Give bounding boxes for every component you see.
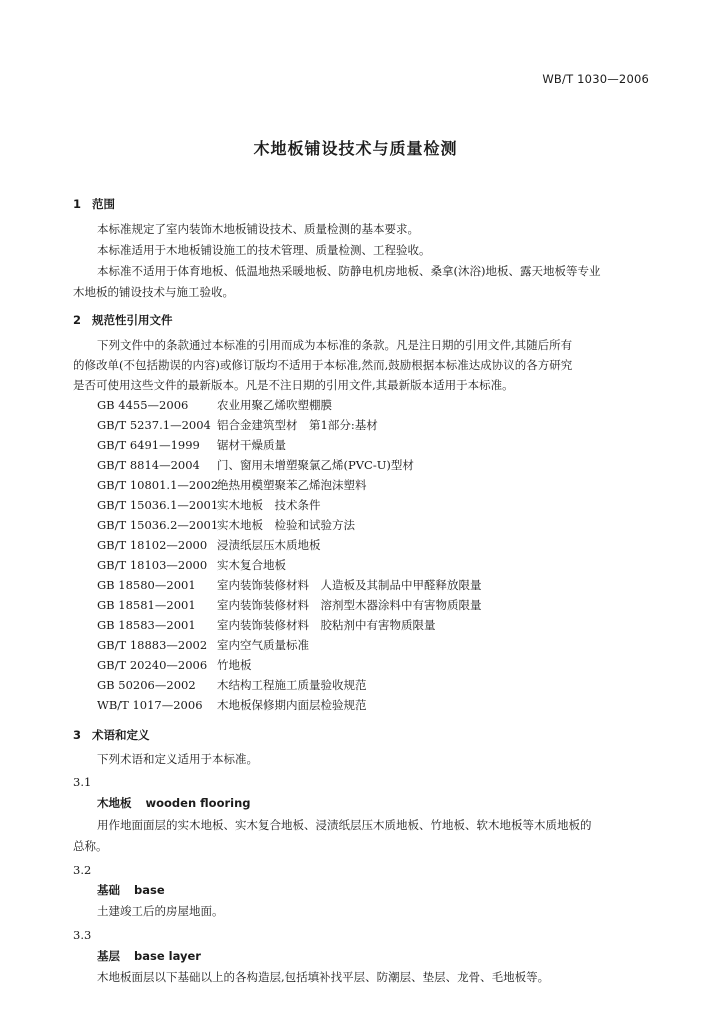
- term-chinese: 基层: [97, 949, 120, 963]
- reference-item: [97, 498, 321, 512]
- reference-item: [97, 518, 355, 532]
- reference-title: 木结构工程施工质量验收规范: [217, 678, 367, 692]
- reference-code: GB 18580—2001: [97, 578, 196, 592]
- term-english: base layer: [134, 949, 201, 963]
- section-2-paragraph: 是否可使用这些文件的最新版本。凡是不注日期的引用文件,其最新版本适用于本标准。: [73, 378, 514, 392]
- reference-code: GB/T 6491—1999: [97, 438, 200, 452]
- reference-code: GB/T 18103—2000: [97, 558, 208, 572]
- reference-code: GB/T 18102—2000: [97, 538, 208, 552]
- reference-item: [97, 398, 332, 412]
- reference-title: 木地板保修期内面层检验规范: [217, 698, 367, 712]
- reference-title: 室内装饰装修材料 溶剂型木器涂料中有害物质限量: [217, 598, 482, 612]
- reference-code: WB/T 1017—2006: [97, 698, 203, 712]
- term-heading: [97, 796, 251, 810]
- reference-code: GB/T 15036.2—2001: [97, 518, 219, 532]
- reference-item: [97, 598, 482, 612]
- reference-title: 竹地板: [217, 658, 252, 672]
- term-english: wooden flooring: [145, 796, 251, 810]
- reference-code: GB 18583—2001: [97, 618, 196, 632]
- section-3-intro: 下列术语和定义适用于本标准。: [97, 752, 258, 766]
- reference-item: [97, 678, 367, 692]
- section-2-heading: 规范性引用文件: [92, 313, 173, 327]
- reference-code: GB/T 8814—2004: [97, 458, 200, 472]
- reference-title: 铝合金建筑型材 第1部分:基材: [217, 418, 378, 432]
- reference-title: 室内空气质量标准: [217, 638, 309, 652]
- reference-item: [97, 618, 436, 632]
- reference-code: GB/T 18883—2002: [97, 638, 208, 652]
- reference-item: [97, 638, 309, 652]
- reference-code: GB 4455—2006: [97, 398, 189, 412]
- reference-title: 农业用聚乙烯吹塑棚膜: [217, 398, 332, 412]
- term-heading: [97, 949, 201, 963]
- reference-code: GB/T 20240—2006: [97, 658, 208, 672]
- reference-title: 锯材干燥质量: [217, 438, 286, 452]
- section-1-number: 1: [73, 197, 82, 211]
- section-1-heading: 范围: [92, 197, 115, 211]
- term-heading: [97, 883, 165, 897]
- page-title: 木地板铺设技术与质量检测: [253, 139, 458, 158]
- section-1-paragraph: 本标准不适用于体育地板、低温地热采暖地板、防静电机房地板、桑拿(沐浴)地板、露天地板等专业: [97, 264, 601, 278]
- term-chinese: 基础: [97, 883, 120, 897]
- section-2-paragraph: 的修改单(不包括勘误的内容)或修订版均不适用于本标准,然而,鼓励根据本标准达成协议的各方研究: [73, 358, 573, 372]
- term-number: 3.2: [73, 863, 92, 877]
- reference-item: [97, 418, 378, 432]
- term-definition: 土建竣工后的房屋地面。: [97, 904, 224, 918]
- section-3-heading: 术语和定义: [92, 728, 150, 742]
- term-number: 3.1: [73, 775, 92, 789]
- reference-item: [97, 658, 252, 672]
- reference-item: [97, 698, 367, 712]
- reference-code: GB/T 15036.1—2001: [97, 498, 219, 512]
- section-3-number: 3: [73, 728, 82, 742]
- reference-code: GB 50206—2002: [97, 678, 196, 692]
- term-definition: 木地板面层以下基础以上的各构造层,包括填补找平层、防潮层、垫层、龙骨、毛地板等。: [97, 970, 550, 984]
- reference-title: 浸渍纸层压木质地板: [217, 538, 321, 552]
- reference-title: 室内装饰装修材料 人造板及其制品中甲醛释放限量: [217, 578, 482, 592]
- reference-item: [97, 578, 482, 592]
- reference-item: [97, 538, 321, 552]
- reference-title: 实木复合地板: [217, 558, 286, 572]
- section-2-number: 2: [73, 313, 82, 327]
- reference-code: GB/T 10801.1—2002: [97, 478, 219, 492]
- reference-item: [97, 558, 286, 572]
- term-english: base: [134, 883, 165, 897]
- reference-title: 实木地板 技术条件: [217, 498, 321, 512]
- standard-code: WB/T 1030—2006: [542, 72, 649, 86]
- reference-item: [97, 478, 367, 492]
- reference-item: [97, 458, 414, 472]
- reference-title: 实木地板 检验和试验方法: [217, 518, 355, 532]
- section-1-paragraph: 本标准适用于木地板铺设施工的技术管理、质量检测、工程验收。: [97, 243, 431, 257]
- section-2-paragraph: 下列文件中的条款通过本标准的引用而成为本标准的条款。凡是注日期的引用文件,其随后所有: [97, 338, 573, 352]
- reference-title: 室内装饰装修材料 胶粘剂中有害物质限量: [217, 618, 436, 632]
- reference-item: [97, 438, 286, 452]
- section-1-paragraph: 本标准规定了室内装饰木地板铺设技术、质量检测的基本要求。: [97, 222, 419, 236]
- reference-title: 绝热用模塑聚苯乙烯泡沫塑料: [217, 478, 367, 492]
- term-definition: 总称。: [73, 839, 108, 853]
- term-definition: 用作地面面层的实木地板、实木复合地板、浸渍纸层压木质地板、竹地板、软木地板等木质地板的: [97, 818, 592, 832]
- section-1-paragraph: 木地板的铺设技术与施工验收。: [73, 285, 234, 299]
- reference-title: 门、窗用未增塑聚氯乙烯(PVC-U)型材: [217, 458, 414, 472]
- term-number: 3.3: [73, 928, 92, 942]
- reference-code: GB 18581—2001: [97, 598, 196, 612]
- term-chinese: 木地板: [97, 796, 132, 810]
- reference-code: GB/T 5237.1—2004: [97, 418, 211, 432]
